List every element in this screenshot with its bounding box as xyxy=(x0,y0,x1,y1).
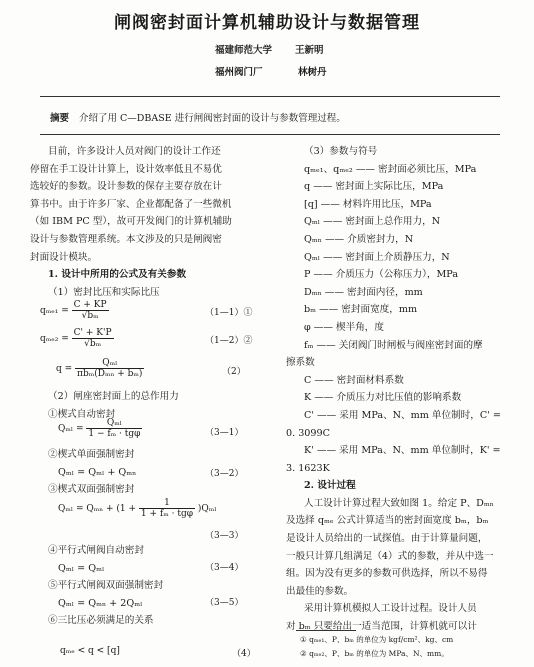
intro-line: 算书中。由于许多厂家、企业都配备了一些微机 xyxy=(30,198,232,210)
eq-lhs: Qₘₗ = Qₘₙ + (1 + xyxy=(58,504,137,514)
author-affiliation-1: 福建师范大学 xyxy=(215,45,273,56)
eq-lhs: qₘₑ₁ = xyxy=(40,306,69,316)
intro-line: （如 IBM PC 型），故可开发阀门的计算机辅助 xyxy=(30,216,232,228)
equation-4: qₘₑ < q < [q] xyxy=(60,646,120,656)
subsection-heading: （2）闸座密封面上的总作用力 xyxy=(48,391,179,402)
case-heading: ②楔式单面强制密封 xyxy=(48,449,135,460)
eq-denominator: √bₘ xyxy=(81,311,99,321)
symbol-definition: Dₘₙ —— 密封面内径，mm xyxy=(304,286,423,298)
symbol-definition: q —— 密封面上实际比压，MPa xyxy=(304,181,444,193)
footnote-1: ① qₘₑ₁、P、bₘ 的单位为 kgf/cm²、kg、cm xyxy=(300,635,454,644)
abstract-text: 介绍了用 C—DBASE 进行闸阀密封面的设计与参数管理过程。 xyxy=(79,113,346,124)
case-heading: ⑤平行式闸阀双面强制密封 xyxy=(48,580,164,592)
process-line: 采用计算机模拟人工设计过程。设计人员 xyxy=(304,603,477,615)
equation-3-3 xyxy=(58,498,217,519)
symbol-definition: Qₘₙ —— 介质密封力，N xyxy=(304,233,414,245)
symbol-definition: Qₘₗ —— 密封面上介质静压力，N xyxy=(304,251,450,263)
eq-numerator: Qₘₗ xyxy=(75,358,144,369)
eq-denominator: πbₘ(Dₘₙ + bₘ) xyxy=(77,369,143,379)
symbol-definition: φ —— 楔半角，度 xyxy=(304,321,384,333)
process-line: 出最佳的参数。 xyxy=(286,585,354,597)
equation-number: （1—2）② xyxy=(205,336,253,346)
eq-lhs: qₘₑ₂ = xyxy=(40,334,69,344)
intro-line: 目前，许多设计人员对阀门的设计工作还 xyxy=(48,146,221,157)
case-heading: ①楔式自动密封 xyxy=(48,408,116,420)
author-name-1: 王新明 xyxy=(295,45,324,56)
eq-denominator: √bₘ xyxy=(84,339,102,349)
author-affiliation-2: 福州阀门厂 xyxy=(215,67,263,78)
right-column xyxy=(286,143,526,636)
process-line: 人工设计计算过程大致如图 1。给定 P、Dₘₙ xyxy=(304,497,494,509)
eq-fraction xyxy=(86,418,142,439)
symbol-definition: P —— 介质压力（公称压力），MPa xyxy=(304,269,459,281)
symbol-definition-cont: 3. 1623K xyxy=(286,462,330,474)
eq-numerator: C' + K'P xyxy=(73,328,112,338)
section-2-heading: 2. 设计过程 xyxy=(304,480,356,492)
equation-1-2 xyxy=(40,328,114,349)
author-name-2: 林树丹 xyxy=(298,67,327,78)
equation-number: （3—2） xyxy=(205,469,244,479)
equation-1-1 xyxy=(40,300,109,321)
paper-title: 闸阀密封面计算机辅助设计与数据管理 xyxy=(114,13,420,33)
eq-lhs: Qₘₗ = xyxy=(58,424,84,434)
symbol-definition-cont: 擦系数 xyxy=(286,357,315,369)
equation-number: （3—1） xyxy=(205,428,244,438)
process-line: 一般只计算几组满足（4）式的参数，并从中选一 xyxy=(286,550,494,562)
equation-3-4: Qₘₗ = Qₘₗ xyxy=(58,562,105,574)
equation-3-1 xyxy=(58,418,142,439)
process-line: 及选择 qₘₑ 公式计算适当的密封面宽度 bₘ，bₘ xyxy=(286,515,489,527)
symbol-definition: Qₘₗ —— 密封面上总作用力，N xyxy=(304,216,441,228)
footnote-rule xyxy=(296,630,356,631)
eq-fraction xyxy=(75,358,144,379)
process-line: 对 bₘ 只要给出一适当范围，计算机就可以计 xyxy=(286,621,477,633)
symbol-definition: K' —— 采用 MPa、N、mm 单位制时，K' = xyxy=(304,445,501,457)
eq-rhs: )Qₘₗ xyxy=(197,504,217,514)
subsection-heading: （3）参数与符号 xyxy=(304,146,378,157)
equation-number: （1—1）① xyxy=(205,308,253,318)
symbol-definition: fₘ —— 关闭阀门时闸板与阀座密封面的摩 xyxy=(304,339,483,351)
eq-numerator: C + KP xyxy=(73,300,107,310)
symbol-definition: C' —— 采用 MPa、N、mm 单位制时，C' = xyxy=(304,409,501,421)
footnote-2: ② qₘₑ₂、P、bₘ 的单位为 MPa、N、mm。 xyxy=(300,649,449,658)
symbol-definition: qₘₑ₁、qₘₑ₂ —— 密封面必须比压，MPa xyxy=(304,163,477,175)
left-column xyxy=(30,143,270,301)
symbol-definition: [q] —— 材料许用比压，MPa xyxy=(304,198,432,210)
equation-number: （4） xyxy=(232,649,256,659)
eq-fraction xyxy=(139,498,195,519)
equation-number: （3—5） xyxy=(205,598,244,608)
case-heading: ④平行式闸阀自动密封 xyxy=(48,545,144,556)
intro-line: 封面设计模块。 xyxy=(30,251,98,263)
symbol-definition-cont: 0. 3099C xyxy=(286,427,330,439)
eq-fraction xyxy=(72,328,114,349)
eq-denominator: 1 − fₘ · tgφ xyxy=(88,429,141,439)
equation-number: （2） xyxy=(222,367,246,377)
abstract xyxy=(50,110,346,124)
eq-numerator: Qₘₗ xyxy=(86,418,142,429)
eq-denominator: 1 + fₘ · tgφ xyxy=(140,509,194,519)
eq-lhs: q = xyxy=(56,364,73,374)
case-heading: ③楔式双面强制密封 xyxy=(48,484,135,496)
process-line: 组。因为没有更多的参数可供选择，所以不易得 xyxy=(286,568,488,580)
rule-bottom xyxy=(40,134,500,135)
equation-3-2: Qₘₗ = Qₘₗ + Qₘₙ xyxy=(58,466,137,478)
equation-3-5: Qₘₗ = Qₘₙ + 2Qₘₗ xyxy=(58,597,143,609)
process-line: 是设计人员给出的一试探值。由于计算量问题， xyxy=(286,533,488,545)
left-column-d xyxy=(48,542,163,630)
subsection-heading: （1）密封比压和实际比压 xyxy=(48,286,160,298)
eq-numerator: 1 xyxy=(139,498,195,509)
abstract-label: 摘要 xyxy=(50,113,70,124)
symbol-definition: C —— 密封面材料系数 xyxy=(304,374,404,386)
eq-fraction xyxy=(72,300,109,321)
equation-2 xyxy=(56,358,144,379)
intro-line: 停留在手工设计计算上，设计效率低且不易优 xyxy=(30,163,222,175)
equation-number: （3—3） xyxy=(205,531,244,541)
section-1-heading: 1. 设计中所用的公式及有关参数 xyxy=(48,269,187,281)
intro-line: 设计与参数管理系统。本文涉及的只是闸阀密 xyxy=(30,233,222,245)
case-heading: ⑥三比压必须满足的关系 xyxy=(48,615,154,627)
symbol-definition: K —— 介质压力对比压值的影响系数 xyxy=(304,392,462,404)
left-column-c xyxy=(48,446,136,499)
rule-top xyxy=(40,96,500,97)
equation-number: （3—4） xyxy=(205,563,244,573)
intro-line: 选较好的参数。设计参数的保存主要存放在计 xyxy=(30,181,222,193)
symbol-definition: bₘ —— 密封面宽度，mm xyxy=(304,304,418,316)
